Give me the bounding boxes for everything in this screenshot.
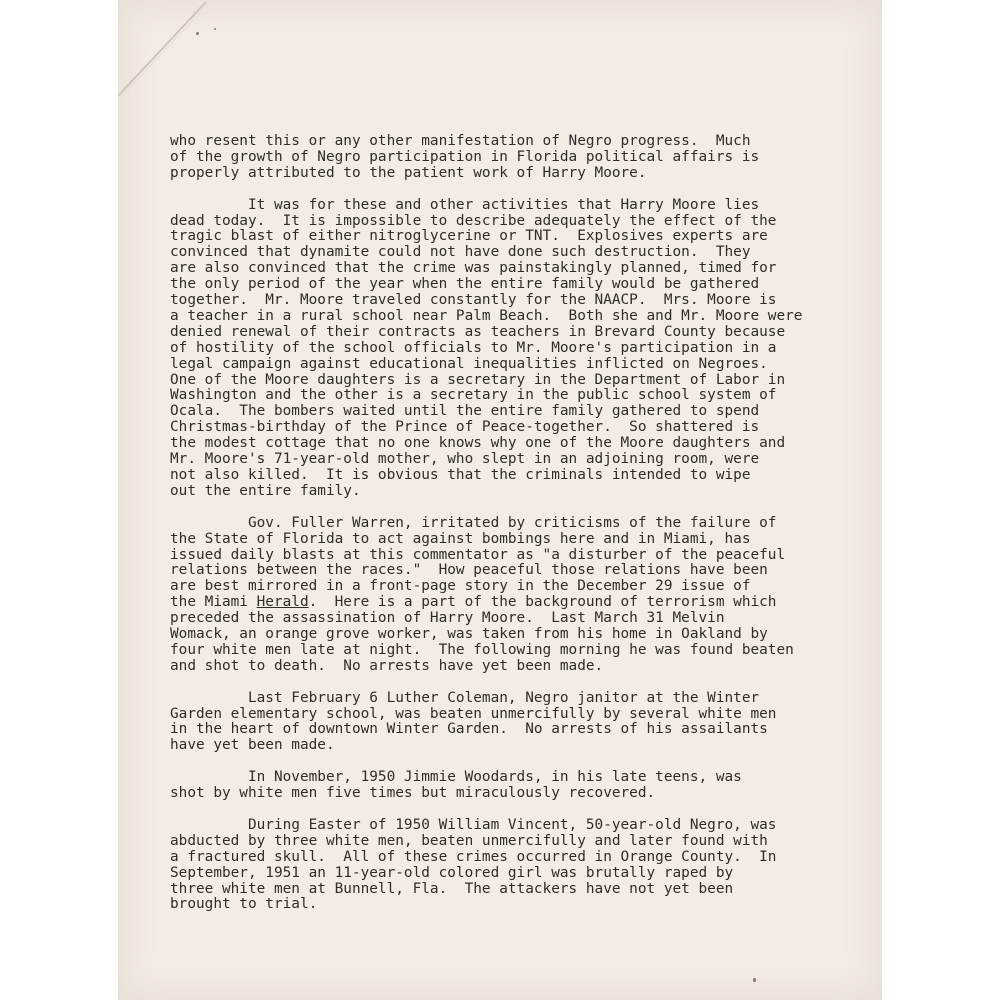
paragraph-3 (170, 516, 880, 675)
paragraph-2: It was for these and other activities that Harry Moore lies dead today. It is impossible to describe adequately the effect of the tragic blast of either nitroglycerine or TNT. Explosives experts are convinced that dynamite could not have done such destruction. They are also convinced that the crime was painstakingly planned, timed for the only period of the year when the entire family would be gathered together. Mr. Moore traveled constantly for the NAACP. Mrs. Moore is a teacher in a rural school near Palm Beach. Both she and Mr. Moore were denied renewal of their contracts as teachers in Brevard County because of hostility of the school officials to Mr. Moore's participation in a legal campaign against educational inequalities inflicted on Negroes. One of the Moore daughters is a secretary in the Department of Labor in Washington and the other is a secretary in the public school system of Ocala. The bombers waited until the entire family gathered to spend Christmas-birthday of the Prince of Peace-together. So shattered is the modest cottage that no one knows why one of the Moore daughters and Mr. Moore's 71-year-old mother, who slept in an adjoining room, were not also killed. It is obvious that the criminals intended to wipe out the entire family. (170, 196, 803, 499)
document-body (170, 134, 880, 929)
paragraph-3-start: Gov. Fuller Warren, irritated by criticisms of the failure of the State of Florida to act against bombings here and in Miami, has issued daily blasts at this commentator as "a disturber of the peaceful relations between the races." How peaceful those relations have been are best mirrored in a front-page story in the December 29 issue of the Miami (170, 514, 786, 611)
paragraph-5: In November, 1950 Jimmie Woodards, in his late teens, was shot by white men five times but miraculously recovered. (170, 769, 742, 802)
paragraph-4: Last February 6 Luther Coleman, Negro janitor at the Winter Garden elementary school, was beaten unmercifully by several white men in the heart of downtown Winter Garden. No arrests of his assailants have yet been made. (170, 689, 777, 754)
newspaper-title: Herald (256, 594, 309, 611)
paragraph-6: During Easter of 1950 William Vincent, 50-year-old Negro, was abducted by three white men, beaten unmercifully and later found with a fractured skull. All of these crimes occurred in Orange County. In September, 1951 an 11-year-old colored girl was brutally raped by three white men at Bunnell, Fla. The attackers have not yet been brought to trial. (170, 816, 777, 913)
ink-speck (196, 32, 199, 35)
paragraph-1: who resent this or any other manifestation of Negro progress. Much of the growth of Negro participation in Florida political affairs is properly attributed to the patient work of Harry Moore. (170, 133, 760, 181)
ink-speck (214, 28, 216, 30)
ink-speck (753, 978, 756, 982)
paragraph-3-end: . Here is a part of the background of terrorism which preceded the assassination of Harry Moore. Last March 31 Melvin Womack, an orange grove worker, was taken from his home in Oakland by four white men late at night. The following morning he was found beaten and shot to death. No arrests have yet been made. (170, 594, 794, 674)
document-page (118, 0, 882, 1000)
